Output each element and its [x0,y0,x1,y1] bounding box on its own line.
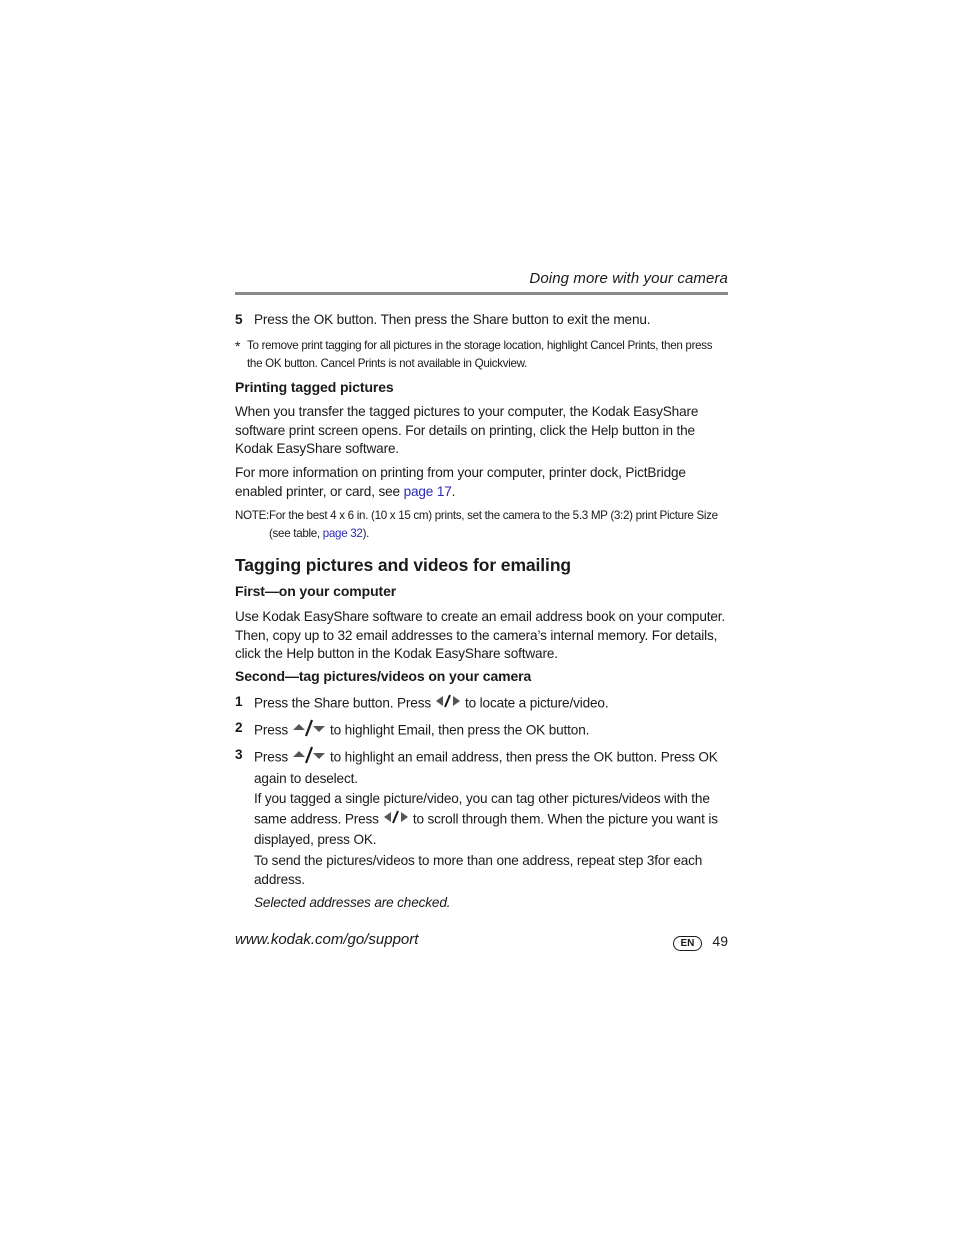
step-text: Press the OK button. Then press the Share button to exit the menu. [254,312,651,327]
note-label: NOTE: [235,509,269,522]
email-step-2 [235,719,728,743]
first-heading: First—on your computer [235,583,397,599]
left-right-arrows-icon [435,693,461,715]
email-step-3 [235,746,728,788]
printing-paragraph-2-end: . [451,483,456,499]
running-header: Doing more with your camera [529,270,728,287]
step-text [254,693,728,715]
step-text-before: Press [254,722,288,738]
footnote-text: To remove print tagging for all pictures in the storage location, highlight Cancel Prints, then press the OK button. Cancel Prints is not available in Quickview. [247,339,713,370]
language-badge: EN [673,936,703,951]
figure-caption: Selected addresses are checked. [254,895,451,910]
note-text [269,507,728,543]
email-step-1 [235,693,728,715]
note-text-end: ). [362,527,370,540]
step-number: 3 [235,747,243,762]
step-number: 5 [235,312,243,327]
step-text-after: to highlight Email, then press the OK button. [330,722,590,738]
footnote [235,337,728,373]
up-down-arrows-icon [292,746,326,770]
extra-paragraph-1-end: to scroll through them. When the picture you want is displayed, press OK. [254,810,718,847]
left-right-arrows-icon [383,809,409,831]
step-text [254,719,728,743]
step-number: 1 [235,694,243,709]
extra-paragraph-1 [254,789,728,850]
extra-paragraph-2: To send the pictures/videos to more than one address, repeat step 3for each address. [254,853,703,887]
step-text-before: Press [254,749,288,765]
emailing-heading: Tagging pictures and videos for emailing [235,555,572,575]
printing-paragraph-1: When you transfer the tagged pictures to your computer, the Kodak EasyShare software print screen opens. For details on printing, click the Help button in the Kodak EasyShare software. [235,404,699,456]
note [235,507,728,543]
printing-heading: Printing tagged pictures [235,379,394,395]
footnote-marker: * [235,338,241,354]
support-url[interactable]: www.kodak.com/go/support [235,931,419,948]
step-text [254,746,728,788]
step-5 [235,311,728,330]
page-17-link[interactable]: page 17 [403,483,452,499]
second-heading: Second—tag pictures/videos on your camera [235,668,532,684]
note-text-main: For the best 4 x 6 in. (10 x 15 cm) prints, set the camera to the 5.3 MP (3:2) print Picture Size (see table, [269,509,718,540]
printing-paragraph-2 [235,464,728,501]
page-32-link[interactable]: page 32 [322,527,363,540]
footer-right [673,931,728,951]
step-text-after: to locate a picture/video. [465,695,609,711]
header-rule [235,292,728,295]
step-number: 2 [235,720,243,735]
extra-paragraph-1-text: If you tagged a single picture/video, you can tag other pictures/videos with the same address. Press [254,791,710,826]
page-number: 49 [712,933,728,949]
step-text-before: Press the Share button. Press [254,695,431,711]
up-down-arrows-icon [292,719,326,743]
first-paragraph: Use Kodak EasyShare software to create an email address book on your computer. Then, copy up to 32 email addresses to the camera’s internal memory. For details, click the Help button in the Kodak EasyShare software. [235,609,726,661]
step-text-after: to highlight an email address, then press the OK button. Press OK again to deselect. [254,749,718,786]
printing-paragraph-2-text: For more information on printing from your computer, printer dock, PictBridge enabled printer, or card, see [235,465,686,499]
